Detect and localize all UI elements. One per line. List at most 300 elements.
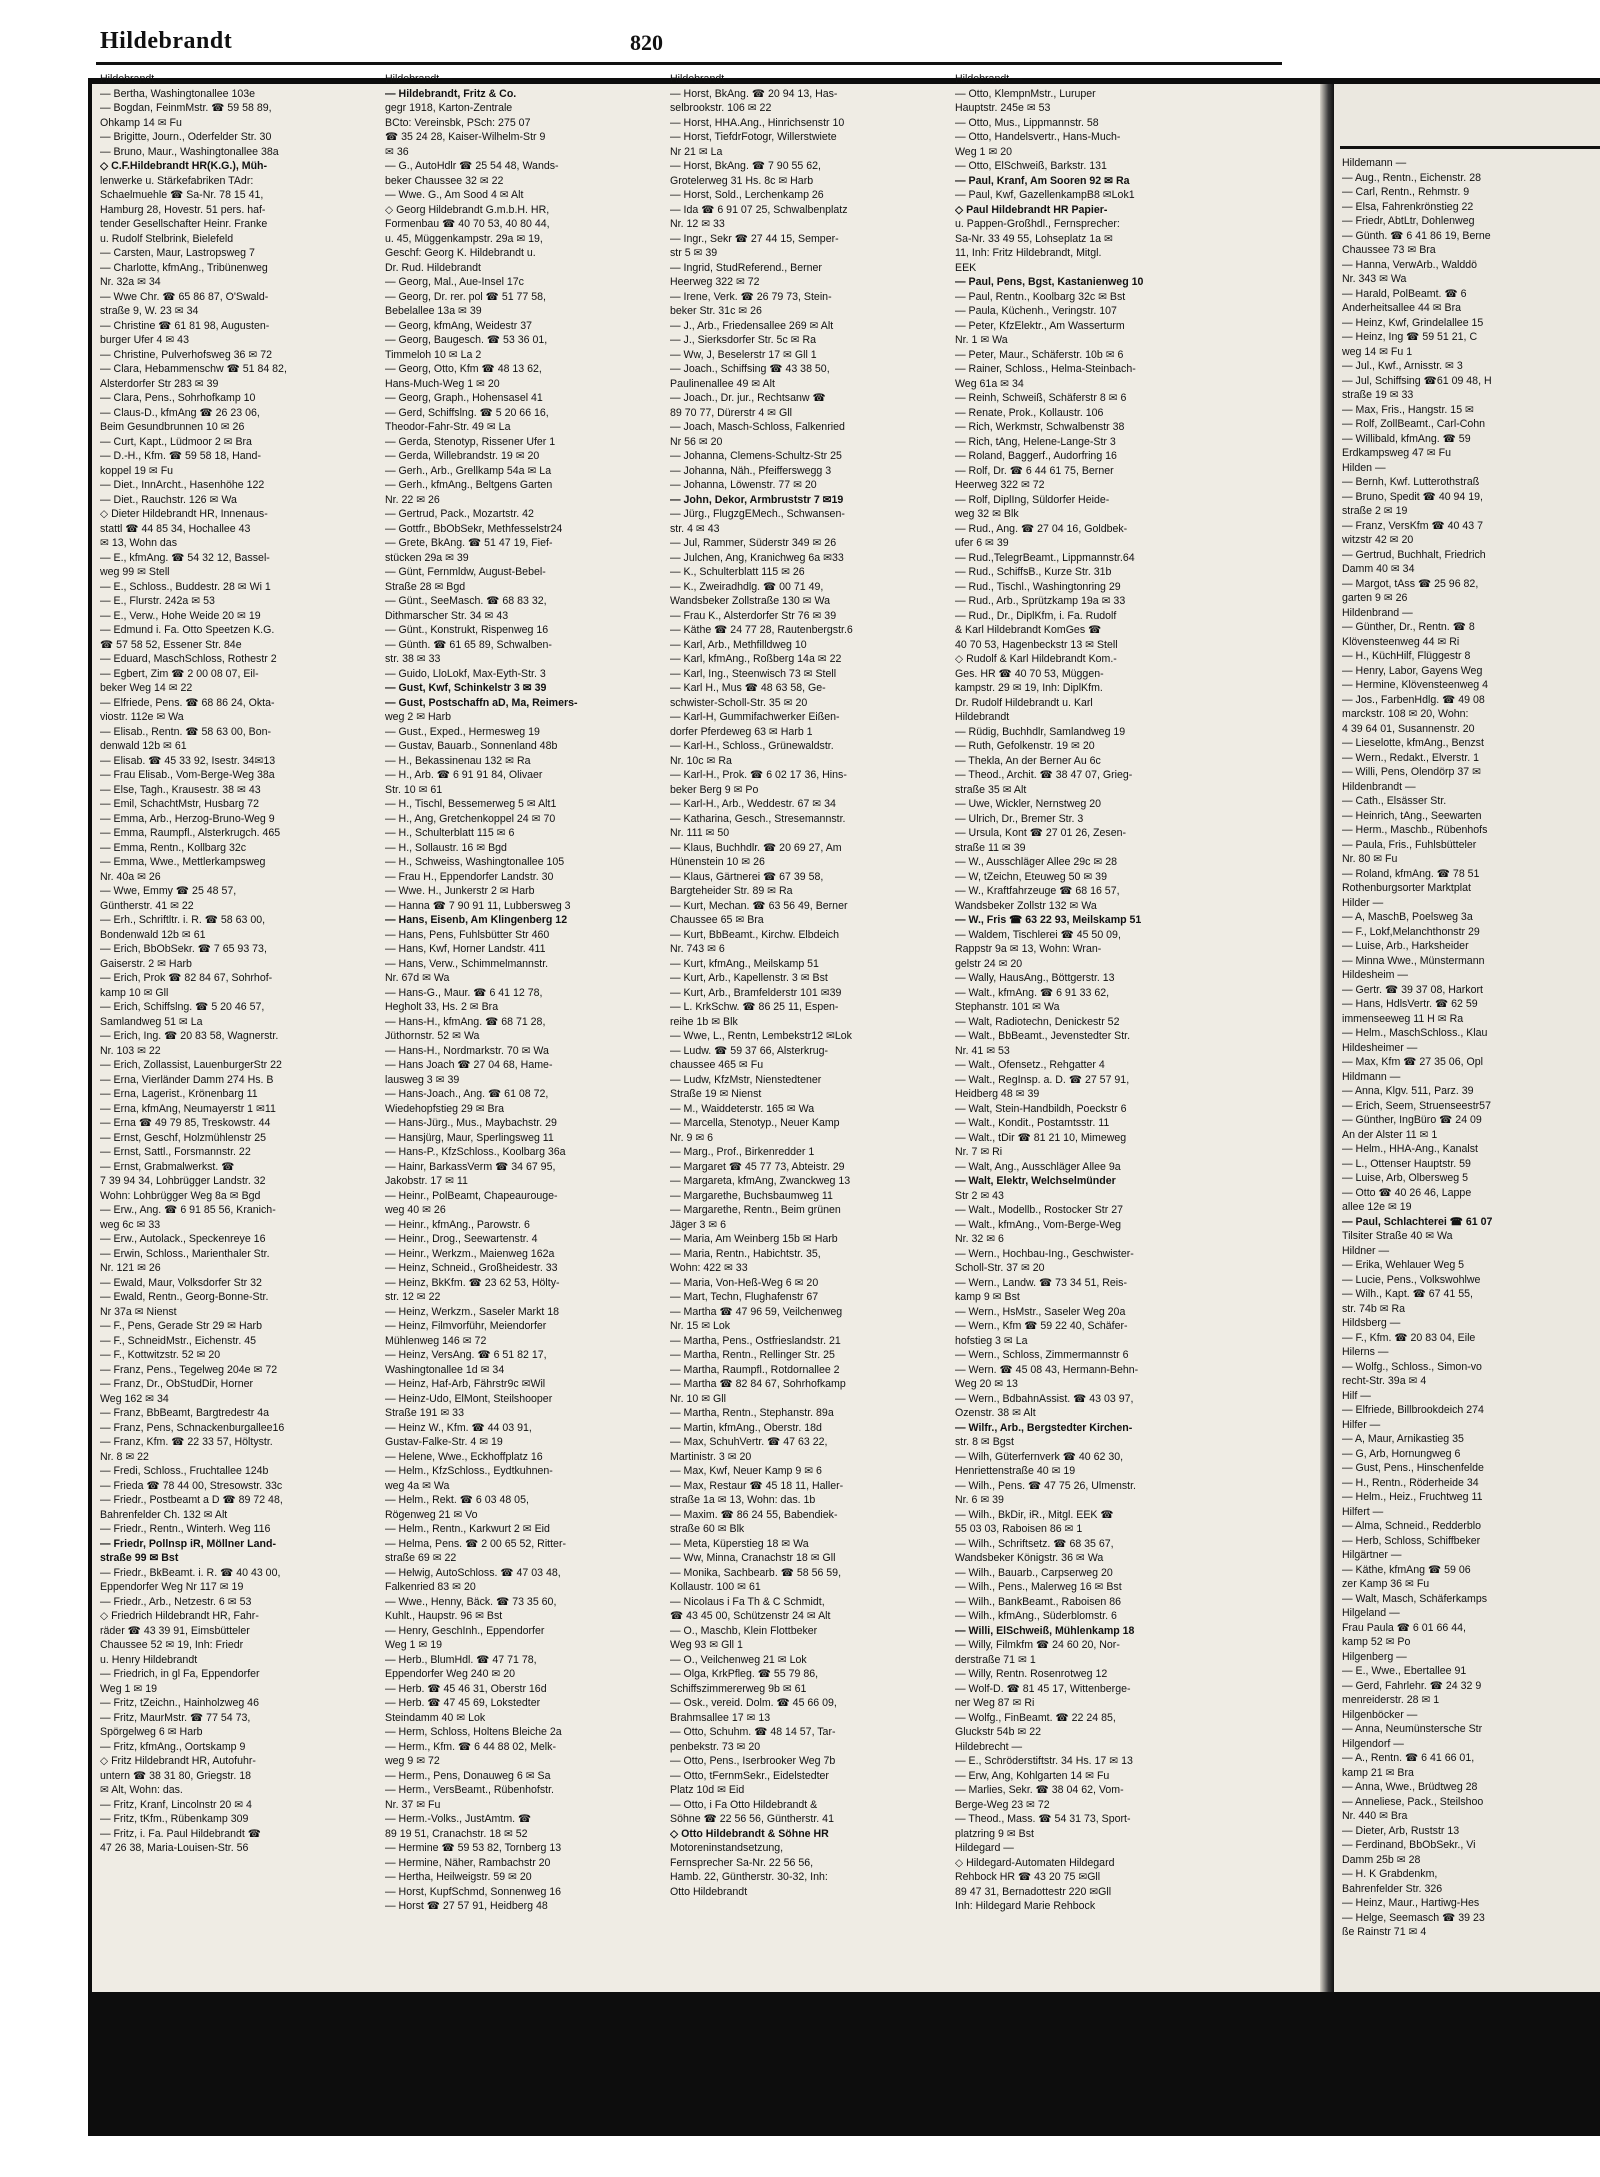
directory-entry: — Bruno, Maur., Washingtonallee 38a [100, 145, 279, 158]
directory-entry: — Heinz, Schneid., Großheidestr. 33 [385, 1262, 558, 1274]
directory-entry: Fernsprecher Sa-Nr. 22 56 56, [670, 1856, 814, 1869]
directory-entry: Schaelmuehle ☎ Sa-Nr. 78 15 41, [100, 189, 264, 201]
adjacent-directory-entry: — Gerd, Fahrlehr. ☎ 24 32 9 [1342, 1679, 1482, 1692]
directory-entry: — Ingr., Sekr ☎ 27 44 15, Semper- [670, 232, 839, 245]
directory-entry: — Erich, Prok ☎ 82 84 67, Sohrhof- [100, 972, 273, 984]
directory-entry: — Karl-H., Arb., Weddestr. 67 ✉ 34 [670, 798, 836, 810]
directory-entry: — Erw., Ang. ☎ 6 91 85 56, Kranich- [100, 1204, 276, 1216]
directory-entry: straße 60 ✉ Blk [670, 1523, 745, 1535]
directory-entry: Chaussee 52 ✉ 19, Inh: Friedr [100, 1639, 244, 1651]
directory-entry: — Karl, kfmAng., Roßberg 14a ✉ 22 [670, 653, 842, 665]
directory-entry: ner Weg 87 ✉ Ri [955, 1697, 1035, 1709]
directory-entry: Nr 21 ✉ La [670, 145, 723, 158]
directory-entry: — Thekla, An der Berner Au 6c [955, 754, 1101, 767]
directory-entry: — Klaus, Gärtnerei ☎ 67 39 58, [670, 870, 824, 883]
directory-entry: — Margarethe, Buchsbaumweg 11 [670, 1189, 833, 1202]
directory-entry: — H., Bekassinenau 132 ✉ Ra [385, 754, 531, 767]
directory-entry: — Paul, Pens, Bgst, Kastanienweg 10 [955, 276, 1144, 288]
adjacent-directory-entry: — Willibald, kfmAng. ☎ 59 [1342, 432, 1471, 445]
directory-entry: — Helm., Rentn., Karkwurt 2 ✉ Eid [385, 1523, 550, 1535]
directory-entry: beker Weg 14 ✉ 22 [100, 682, 193, 694]
directory-entry: — Rüdig, Buchhdlr, Samlandweg 19 [955, 725, 1126, 738]
directory-entry: weg 4a ✉ Wa [385, 1479, 450, 1492]
adjacent-directory-entry: marckstr. 108 ✉ 20, Wohn: [1342, 708, 1469, 720]
directory-entry: Weg 20 ✉ 13 [955, 1378, 1018, 1390]
directory-entry: — Johanna, Löwenstr. 77 ✉ 20 [670, 479, 817, 491]
directory-entry: str. 38 ✉ 33 [385, 653, 441, 665]
directory-entry: Nr. 41 ✉ 53 [955, 1044, 1010, 1057]
adjacent-directory-entry: — Rolf, ZollBeamt., Carl-Cohn [1342, 418, 1486, 430]
adjacent-directory-entry: menreiderstr. 28 ✉ 1 [1342, 1694, 1440, 1706]
directory-entry: — Margaret ☎ 45 77 73, Abteistr. 29 [670, 1160, 845, 1173]
adjacent-directory-entry: — Hermine, Klövensteenweg 4 [1342, 679, 1489, 691]
directory-entry: — Max, Kwf, Neuer Kamp 9 ✉ 6 [670, 1465, 822, 1477]
directory-entry: ☎ 35 24 28, Kaiser-Wilhelm-Str 9 [385, 131, 546, 143]
directory-entry: — Ida ☎ 6 91 07 25, Schwalbenplatz [670, 203, 848, 216]
adjacent-directory-entry: — Heinz, Kwf, Grindelallee 15 [1342, 316, 1484, 329]
directory-entry: — Martha, Raumpfl., Rotdornallee 2 [670, 1363, 840, 1376]
directory-entry: — D.-H., Kfm. ☎ 59 58 18, Hand- [100, 450, 261, 462]
directory-entry: — Irene, Verk. ☎ 26 79 73, Stein- [670, 290, 832, 303]
directory-entry: — Günt., SeeMasch. ☎ 68 83 32, [385, 595, 547, 607]
adjacent-directory-entry: — Heinz, Ing ☎ 59 51 21, C [1342, 331, 1478, 343]
directory-entry: — H., Schweiss, Washingtonallee 105 [385, 856, 565, 868]
directory-entry: weg 9 ✉ 72 [385, 1755, 440, 1767]
directory-entry: Söhne ☎ 22 56 56, Güntherstr. 41 [670, 1813, 834, 1825]
directory-entry: Hildebrandt — [100, 73, 168, 85]
directory-entry: — Marlies, Sekr. ☎ 38 04 62, Vom- [955, 1784, 1124, 1796]
directory-entry: Falkenried 83 ✉ 20 [385, 1581, 476, 1593]
directory-entry: & Karl Hildebrandt KomGes ☎ [955, 624, 1102, 636]
directory-entry: — Rud., SchiffsB., Kurze Str. 31b [955, 566, 1112, 578]
directory-entry: — Georg, kfmAng, Weidestr 37 [385, 319, 532, 332]
directory-entry: Straße 28 ✉ Bgd [385, 580, 466, 593]
directory-entry: Formenbau ☎ 40 70 53, 40 80 44, [385, 218, 550, 230]
directory-entry: — Jul, Rammer, Süderstr 349 ✉ 26 [670, 537, 837, 549]
directory-entry: räder ☎ 43 39 91, Eimsbütteler [100, 1624, 250, 1637]
adjacent-directory-entry: Hilgärtner — [1342, 1549, 1402, 1561]
directory-entry: lenwerke u. Stärkefabriken TAdr: [100, 174, 254, 187]
adjacent-directory-entry: Hildenbrand — [1342, 606, 1413, 619]
directory-entry: — Fritz, kfmAng., Oortskamp 9 [100, 1740, 246, 1753]
adjacent-directory-entry: Erdkampsweg 47 ✉ Fu [1342, 447, 1451, 459]
adjacent-directory-entry: recht-Str. 39a ✉ 4 [1342, 1375, 1427, 1387]
directory-entry: Wandsbeker Zollstr 132 ✉ Wa [955, 899, 1097, 912]
directory-entry: — Ewald, Rentn., Georg-Bonne-Str. [100, 1291, 269, 1303]
adjacent-directory-entry: — Jul., Kwf., Arnisstr. ✉ 3 [1342, 360, 1463, 372]
directory-entry: — Heinz, VersAng. ☎ 6 51 82 17, [385, 1349, 547, 1361]
directory-entry: — Joach., Schiffsing ☎ 43 38 50, [670, 363, 830, 375]
directory-entry: straße 9, W. 23 ✉ 34 [100, 305, 199, 317]
directory-entry: — Wilfr., Arb., Bergstedter Kirchen- [955, 1421, 1133, 1434]
directory-entry: lausweg 3 ✉ 39 [385, 1073, 460, 1086]
directory-entry: — J., Sierksdorfer Str. 5c ✉ Ra [670, 334, 817, 346]
directory-entry: — Wilh, Güterfernverk ☎ 40 62 30, [955, 1450, 1124, 1463]
directory-entry: Eppendorfer Weg Nr 117 ✉ 19 [100, 1581, 244, 1593]
adjacent-directory-entry: — L., Ottenser Hauptstr. 59 [1342, 1157, 1471, 1170]
directory-entry: denwald 12b ✉ 61 [100, 740, 187, 752]
adjacent-directory-entry: — Willi, Pens, Olendörp 37 ✉ [1342, 766, 1481, 778]
directory-entry: — Herm., Pens, Donauweg 6 ✉ Sa [385, 1769, 551, 1782]
adjacent-directory-entry: — Lieselotte, kfmAng., Benzst [1342, 737, 1484, 749]
directory-entry: Geschf: Georg K. Hildebrandt u. [385, 247, 536, 259]
directory-entry: ✉ Alt, Wohn: das. [100, 1784, 183, 1796]
directory-entry: Nr. 22 ✉ 26 [385, 493, 440, 506]
directory-entry: — Willi, ElSchweiß, Mühlenkamp 18 [955, 1624, 1135, 1637]
adjacent-directory-entry: — Max, Kfm ☎ 27 35 06, Opl [1342, 1056, 1483, 1068]
directory-entry: Weg 1 ✉ 19 [385, 1639, 442, 1651]
directory-entry: Nr 37a ✉ Nienst [100, 1305, 177, 1318]
directory-entry: str. 12 ✉ 22 [385, 1291, 441, 1303]
directory-entry: u. 45, Müggenkampstr. 29a ✉ 19, [385, 232, 543, 245]
directory-entry: — Willy, Rentn. Rosenrotweg 12 [955, 1668, 1108, 1680]
adjacent-directory-entry: immenseeweg 11 H ✉ Ra [1342, 1012, 1464, 1025]
directory-entry: Nr 56 ✉ 20 [670, 435, 723, 448]
directory-entry: — Jürg., FlugzgEMech., Schwansen- [670, 508, 845, 520]
directory-entry: — Erna, kfmAng, Neumayerstr 1 ✉11 [100, 1102, 276, 1115]
adjacent-directory-entry: Bahrenfelder Str. 326 [1342, 1882, 1443, 1895]
directory-entry: — Rud., Ang. ☎ 27 04 16, Goldbek- [955, 522, 1128, 535]
directory-entry: — Heinz W., Kfm. ☎ 44 03 91, [385, 1421, 532, 1434]
adjacent-directory-entry: Damm 25b ✉ 28 [1342, 1853, 1421, 1866]
directory-entry: — Horst, KupfSchmd, Sonnenweg 16 [385, 1885, 562, 1898]
header-rule [96, 62, 1282, 65]
directory-entry: — Guido, LloLokf, Max-Eyth-Str. 3 [385, 667, 546, 680]
directory-entry: — Ludw, KfzMstr, Nienstedtener [670, 1073, 822, 1086]
directory-entry: — Rainer, Schloss., Helma-Steinbach- [955, 363, 1136, 375]
directory-entry: Hildebrandt — [670, 73, 738, 85]
directory-entry: — Monika, Sachbearb. ☎ 58 56 59, [670, 1566, 842, 1579]
directory-entry: — Mart, Techn, Flughafenstr 67 [670, 1291, 819, 1303]
directory-entry: tender Gesellschafter Heinr. Franke [100, 218, 268, 230]
directory-entry: — Georg, Baugesch. ☎ 53 36 01, [385, 334, 548, 346]
directory-entry: Timmeloh 10 ✉ La 2 [385, 348, 482, 361]
directory-entry: ☎ 43 45 00, Schützenstr 24 ✉ Alt [670, 1610, 831, 1622]
directory-entry: — Heinz, Werkzm., Saseler Markt 18 [385, 1305, 560, 1318]
directory-entry: — Walt., RegInsp. a. D. ☎ 27 57 91, [955, 1073, 1130, 1086]
directory-entry: Berge-Weg 23 ✉ 72 [955, 1798, 1050, 1811]
directory-entry: untern ☎ 38 31 80, Griegstr. 18 [100, 1769, 252, 1782]
directory-entry: Hildebrecht — [955, 1740, 1023, 1753]
directory-entry: — Henry, GeschInh., Eppendorfer [385, 1624, 545, 1637]
directory-entry: — Wern. ☎ 45 08 43, Hermann-Behn- [955, 1363, 1139, 1376]
adjacent-directory-entry: — Margot, tAss ☎ 25 96 82, [1342, 577, 1479, 590]
adjacent-directory-entry: — Helm., HHA-Ang., Kanalst [1342, 1143, 1478, 1155]
directory-entry: — Hermine, Näher, Rambachstr 20 [385, 1856, 551, 1869]
directory-entry: Dr. Rudolf Hildebrandt u. Karl [955, 696, 1093, 709]
directory-entry: — E., kfmAng. ☎ 54 32 12, Bassel- [100, 551, 270, 564]
directory-entry: — Uwe, Wickler, Nernstweg 20 [955, 798, 1101, 810]
directory-entry: — Hansjürg, Maur, Sperlingsweg 11 [385, 1131, 554, 1144]
directory-entry: Ohkamp 14 ✉ Fu [100, 116, 182, 129]
directory-entry: — W, tZeichn, Eteuweg 50 ✉ 39 [955, 870, 1107, 883]
directory-entry: — Hans-Joach., Ang. ☎ 61 08 72, [385, 1088, 549, 1100]
adjacent-directory-entry: Hildesheimer — [1342, 1041, 1418, 1054]
adjacent-directory-entry: — Henry, Labor, Gayens Weg [1342, 664, 1483, 677]
directory-entry: stücken 29a ✉ 39 [385, 551, 469, 564]
directory-entry: Hildebrandt — [955, 73, 1023, 85]
directory-entry: — F., Kottwitzstr. 52 ✉ 20 [100, 1349, 221, 1361]
directory-entry: — Heinz, BkKfm. ☎ 23 62 53, Hölty- [385, 1276, 560, 1289]
directory-entry: Henriettenstraße 40 ✉ 19 [955, 1465, 1076, 1477]
directory-entry: — Georg, Graph., Hohensasel 41 [385, 392, 543, 404]
directory-entry: Otto Hildebrandt [670, 1885, 748, 1898]
directory-column-3 [670, 72, 940, 1899]
directory-entry: — Franz, Dr., ObStudDir, Horner [100, 1378, 254, 1390]
directory-entry: — John, Dekor, Armbruststr 7 ✉19 [670, 493, 844, 506]
adjacent-directory-entry: str. 74b ✉ Ra [1342, 1302, 1406, 1315]
adjacent-directory-entry: — Minna Wwe., Münstermann [1342, 954, 1485, 967]
adjacent-directory-entry: Anderheitsallee 44 ✉ Bra [1342, 302, 1462, 314]
directory-entry: — Walt, Radiotechn, Denickestr 52 [955, 1015, 1120, 1028]
directory-entry: — Hans, Kwf, Horner Landstr. 411 [385, 943, 546, 955]
directory-entry: — Brigitte, Journ., Oderfelder Str. 30 [100, 131, 272, 143]
directory-entry: — Erwin, Schloss., Marienthaler Str. [100, 1247, 270, 1260]
directory-entry: Nr. 15 ✉ Lok [670, 1320, 731, 1332]
directory-entry: — Frau H., Eppendorfer Landstr. 30 [385, 870, 554, 883]
directory-entry: — Walt, Elektr, Welchselmünder [955, 1175, 1116, 1187]
directory-entry: Motoreninstandsetzung, [670, 1842, 784, 1854]
directory-entry: — Otto, Handelsvertr., Hans-Much- [955, 131, 1121, 143]
directory-entry: ✉ 13, Wohn das [100, 537, 177, 549]
directory-entry: — Heinz, Filmvorführ, Meiendorfer [385, 1320, 547, 1332]
directory-entry: weg 2 ✉ Harb [385, 711, 451, 723]
directory-entry: — Ernst, Grabmalwerkst. ☎ [100, 1160, 235, 1173]
directory-entry: — Wilh., Bauarb., Carpserweg 20 [955, 1566, 1113, 1579]
directory-entry: — Martin, kfmAng., Oberstr. 18d [670, 1421, 822, 1434]
adjacent-directory-entry: — Walt, Masch, Schäferkamps [1342, 1592, 1488, 1605]
adjacent-directory-entry: — E., Wwe., Ebertallee 91 [1342, 1665, 1467, 1677]
directory-entry: u. Pappen-Großhdl., Fernsprecher: [955, 218, 1120, 230]
directory-entry: ◇ Friedrich Hildebrandt HR, Fahr- [100, 1610, 259, 1622]
adjacent-directory-entry: straße 2 ✉ 19 [1342, 505, 1408, 517]
directory-entry: Straße 191 ✉ 33 [385, 1407, 464, 1419]
directory-entry: Mühlenweg 146 ✉ 72 [385, 1334, 487, 1347]
directory-entry: — Meta, Küperstieg 18 ✉ Wa [670, 1537, 809, 1550]
directory-entry: — Erna ☎ 49 79 85, Treskowstr. 44 [100, 1117, 271, 1129]
directory-entry: — Emil, SchachtMstr, Husbarg 72 [100, 798, 259, 810]
adjacent-page [1334, 84, 1600, 1992]
directory-entry: str. 8 ✉ Bgst [955, 1436, 1014, 1448]
directory-entry: — Diet., Rauchstr. 126 ✉ Wa [100, 493, 237, 506]
directory-entry: — Heinr., Werkzm., Maienweg 162a [385, 1247, 555, 1260]
page-number: 820 [630, 30, 663, 55]
directory-entry: — Heinr., PolBeamt, Chapeaurouge- [385, 1189, 558, 1202]
adjacent-directory-entry: Frau Paula ☎ 6 01 66 44, [1342, 1621, 1466, 1634]
directory-entry: Nr. 6 ✉ 39 [955, 1494, 1004, 1506]
directory-entry: — Günt, Fernmldw, August-Bebel- [385, 566, 546, 578]
adjacent-directory-entry: — Paul, Schlachterei ☎ 61 07 [1342, 1215, 1493, 1228]
directory-entry: Weg 1 ✉ 19 [100, 1682, 157, 1695]
directory-entry: kampstr. 29 ✉ 19, Inh: DiplKfm. [955, 682, 1103, 694]
directory-entry: — Herm., VersBeamt., Rübenhofstr. [385, 1784, 554, 1796]
directory-entry: — Margarethe, Rentn., Beim grünen [670, 1204, 841, 1216]
directory-entry: — Wilh., Pens., Malerweg 16 ✉ Bst [955, 1581, 1122, 1593]
adjacent-directory-entry: Nr. 440 ✉ Bra [1342, 1810, 1408, 1822]
directory-entry: — Heinr., kfmAng., Parowstr. 6 [385, 1218, 530, 1231]
directory-entry: — Marg., Prof., Birkenredder 1 [670, 1146, 815, 1158]
directory-entry: Straße 19 ✉ Nienst [670, 1088, 762, 1100]
directory-entry: — Carsten, Maur, Lastropsweg 7 [100, 247, 255, 259]
directory-entry: — Horst, HHA.Ang., Hinrichsenstr 10 [670, 116, 845, 129]
directory-entry: 55 03 03, Raboisen 86 ✉ 1 [955, 1523, 1083, 1535]
directory-entry: Rehbock HR ☎ 43 20 75 ✉Gll [955, 1871, 1101, 1883]
directory-entry: — Fritz, Kranf, Lincolnstr 20 ✉ 4 [100, 1798, 252, 1811]
directory-entry: — Heinz, Haf-Arb, Fährstr9c ✉Wil [385, 1378, 546, 1390]
directory-entry: — Hanna ☎ 7 90 91 11, Lubbersweg 3 [385, 899, 571, 912]
directory-entry: Scholl-Str. 37 ✉ 20 [955, 1262, 1045, 1274]
adjacent-directory-entry: Rothenburgsorter Marktplat [1342, 882, 1471, 894]
directory-entry: Hildebrandt — [385, 73, 453, 85]
directory-entry: Heerweg 322 ✉ 72 [670, 276, 760, 288]
directory-entry: — Käthe ☎ 24 77 28, Rautenbergstr.6 [670, 624, 853, 636]
directory-entry: Beim Gesundbrunnen 10 ✉ 26 [100, 421, 245, 433]
directory-entry: viostr. 112e ✉ Wa [100, 711, 184, 723]
directory-entry: — Wwe. H., Junkerstr 2 ✉ Harb [385, 885, 535, 897]
directory-entry: — Hildebrandt, Fritz & Co. [385, 87, 517, 100]
adjacent-directory-entry: — Friedr, AbtLtr, Dohlenweg [1342, 215, 1475, 227]
directory-entry: — Horst ☎ 27 57 91, Heidberg 48 [385, 1900, 548, 1912]
directory-entry: — Heinz-Udo, ElMont, Steilshooper [385, 1392, 553, 1405]
directory-entry: — Franz, Pens, Schnackenburgallee16 [100, 1421, 285, 1434]
directory-entry: — Franz, BbBeamt, Bargtredestr 4a [100, 1407, 269, 1419]
adjacent-directory-entry: — Anna, Neumünstersche Str [1342, 1723, 1483, 1735]
directory-entry: gelstr 24 ✉ 20 [955, 957, 1023, 970]
adjacent-directory-entry: — A, MaschB, Poelsweg 3a [1342, 911, 1473, 923]
directory-entry: — W., Ausschläger Allee 29c ✉ 28 [955, 856, 1117, 868]
directory-entry: — Wally, HausAng., Böttgerstr. 13 [955, 972, 1115, 984]
directory-entry: ☎ 57 58 52, Essener Str. 84e [100, 638, 242, 651]
directory-entry: — Erna, Vierländer Damm 274 Hs. B [100, 1073, 274, 1086]
directory-entry: — Hans-P., KfzSchloss., Koolbarg 36a [385, 1146, 566, 1158]
directory-column-1 [100, 72, 370, 1856]
adjacent-directory-entry: — Dieter, Arb, Ruststr 13 [1342, 1824, 1460, 1837]
directory-entry: Alsterdorfer Str 283 ✉ 39 [100, 377, 219, 390]
page-header-name: Hildebrandt [100, 28, 233, 54]
adjacent-directory-entry: — Jul, Schiffsing ☎61 09 48, H [1342, 374, 1492, 387]
directory-entry: ◇ Rudolf & Karl Hildebrandt Kom.- [955, 653, 1117, 665]
directory-entry: — Erich, BbObSekr. ☎ 7 65 93 73, [100, 943, 267, 955]
directory-entry: Nr. 743 ✉ 6 [670, 943, 725, 955]
directory-entry: — Horst, TiefdrFotogr, Willerstwiete [670, 131, 837, 143]
directory-entry: — Erw, Ang, Kohlgarten 14 ✉ Fu [955, 1769, 1110, 1782]
adjacent-directory-entry: — Jos., FarbenHdlg. ☎ 49 08 [1342, 693, 1485, 706]
directory-entry: — Walt., Kondit., Postamtsstr. 11 [955, 1117, 1110, 1129]
directory-entry: — Wilh., kfmAng., Süderblomstr. 6 [955, 1610, 1117, 1622]
adjacent-directory-entry: 4 39 64 01, Susannenstr. 20 [1342, 722, 1475, 735]
adjacent-directory-entry: — Erich, Seem, Struenseestr57 [1342, 1099, 1491, 1112]
adjacent-directory-entry: — Roland, kfmAng. ☎ 78 51 [1342, 867, 1480, 880]
adjacent-directory-entry: Hilgenberg — [1342, 1650, 1407, 1663]
directory-entry: Platz 10d ✉ Eid [670, 1784, 745, 1796]
adjacent-directory-entry: allee 12e ✉ 19 [1342, 1201, 1412, 1213]
directory-entry: — Wwe., Henny, Bäck. ☎ 73 35 60, [385, 1595, 557, 1608]
directory-entry: — Herb., BlumHdl. ☎ 47 71 78, [385, 1653, 537, 1666]
directory-entry: — Helm., Rekt. ☎ 6 03 48 05, [385, 1494, 529, 1506]
directory-entry: — Emma, Arb., Herzog-Bruno-Weg 9 [100, 812, 275, 825]
directory-entry: — H., Sollaustr. 16 ✉ Bgd [385, 841, 507, 854]
directory-entry: Paulinenallee 49 ✉ Alt [670, 377, 775, 390]
adjacent-directory-entry: Hildmann — [1342, 1070, 1401, 1083]
directory-entry: — Otto, KlempnMstr., Luruper [955, 87, 1096, 100]
adjacent-directory-entry: Klövensteenweg 44 ✉ Ri [1342, 635, 1460, 648]
directory-entry: straße 35 ✉ Alt [955, 783, 1027, 796]
adjacent-directory-entry: — Elsa, Fahrenkrönstieg 22 [1342, 200, 1474, 213]
directory-entry: — Wern., Kfm ☎ 59 22 40, Schäfer- [955, 1320, 1128, 1332]
directory-entry: — Friedr, Pollnsp iR, Möllner Land- [100, 1537, 276, 1550]
adjacent-directory-entry: — Gertrud, Buchhalt, Friedrich [1342, 548, 1486, 561]
directory-entry: straße 11 ✉ 39 [955, 841, 1026, 854]
directory-entry: schwister-Scholl-Str. 35 ✉ 20 [670, 696, 808, 709]
directory-entry: — Christine, Pulverhofsweg 36 ✉ 72 [100, 348, 272, 361]
directory-entry: stattl ☎ 44 85 34, Hochallee 43 [100, 522, 251, 535]
directory-entry: — Hans-G., Maur. ☎ 6 41 12 78, [385, 986, 543, 999]
directory-entry: penbekstr. 73 ✉ 20 [670, 1740, 761, 1753]
adjacent-directory-entry: kamp 52 ✉ Po [1342, 1636, 1411, 1648]
adjacent-directory-entry: — Luise, Arb, Olbersweg 5 [1342, 1172, 1469, 1184]
directory-entry: — Nicolaus i Fa Th & C Schmidt, [670, 1595, 825, 1608]
directory-entry: — Claus-D., kfmAng ☎ 26 23 06, [100, 406, 260, 419]
directory-entry: EEK [955, 261, 977, 274]
directory-entry: — Fredi, Schloss., Fruchtallee 124b [100, 1465, 269, 1477]
directory-entry: — Friedr., Postbeamt a D ☎ 89 72 48, [100, 1494, 283, 1506]
directory-entry: — Georg, Otto, Kfm ☎ 48 13 62, [385, 363, 542, 375]
directory-entry: — Kurt, Arb., Kapellenstr. 3 ✉ Bst [670, 972, 828, 984]
directory-entry: ◇ Georg Hildebrandt G.m.b.H. HR, [385, 203, 550, 216]
adjacent-directory-entry: kamp 21 ✉ Bra [1342, 1766, 1414, 1779]
adjacent-directory-entry: zer Kamp 36 ✉ Fu [1342, 1578, 1430, 1590]
directory-entry: — Otto, i Fa Otto Hildebrandt & [670, 1798, 818, 1811]
directory-entry: Nr. 32a ✉ 34 [100, 276, 161, 288]
directory-entry: — Kurt, Mechan. ☎ 63 56 49, Berner [670, 899, 848, 912]
directory-entry: Nr. 10 ✉ Gll [670, 1392, 726, 1405]
directory-entry: — Elisab., Rentn. ☎ 58 63 00, Bon- [100, 725, 272, 738]
directory-entry: 89 47 31, Bernadottestr 220 ✉Gll [955, 1885, 1112, 1898]
adjacent-directory-entry: ße Rainstr 71 ✉ 4 [1342, 1926, 1427, 1938]
directory-entry: — Walt., tDir ☎ 81 21 10, Mimeweg [955, 1131, 1127, 1144]
directory-entry: straße 99 ✉ Bst [100, 1552, 179, 1564]
directory-entry: — Rolf, Dr. ☎ 6 44 61 75, Berner [955, 464, 1114, 477]
adjacent-directory-entry: — Heinz, Maur., Hartiwg-Hes [1342, 1897, 1480, 1909]
directory-entry: Gluckstr 54b ✉ 22 [955, 1726, 1042, 1738]
directory-entry: — Hans-H., kfmAng. ☎ 68 71 28, [385, 1015, 546, 1028]
adjacent-directory-entry: — Ferdinand, BbObSekr., Vi [1342, 1839, 1476, 1851]
adjacent-directory-entry: — Harald, PolBeamt. ☎ 6 [1342, 287, 1467, 300]
directory-entry: — Ww, Minna, Cranachstr 18 ✉ Gll [670, 1552, 836, 1564]
directory-entry: — Gust., Exped., Hermesweg 19 [385, 725, 540, 738]
directory-entry: — Walt., kfmAng., Vom-Berge-Weg [955, 1218, 1122, 1231]
directory-entry: — Elfriede, Pens. ☎ 68 86 24, Okta- [100, 696, 275, 709]
adjacent-directory-entry: — Günther, Dr., Rentn. ☎ 8 [1342, 621, 1475, 633]
directory-entry: — W., Fris ☎ 63 22 93, Meilskamp 51 [955, 914, 1142, 926]
adjacent-directory-entry: — A, Maur, Arnikastieg 35 [1342, 1433, 1464, 1445]
directory-entry: weg 99 ✉ Stell [100, 566, 170, 578]
directory-entry: — Max, Restaur ☎ 45 18 11, Haller- [670, 1479, 844, 1492]
directory-entry: Hildebrandt [955, 711, 1010, 723]
directory-entry: — Emma, Raumpfl., Alsterkrugch. 465 [100, 827, 281, 839]
adjacent-directory-entry: — Max, Fris., Hangstr. 15 ✉ [1342, 403, 1474, 416]
directory-entry: — Clara, Hebammenschw ☎ 51 84 82, [100, 363, 287, 375]
directory-entry: burger Ufer 4 ✉ 43 [100, 334, 189, 346]
directory-entry: Stephanstr. 101 ✉ Wa [955, 1001, 1060, 1013]
directory-entry: — Erna, Lagerist., Krönenbarg 11 [100, 1088, 258, 1100]
directory-entry: — Erich, Schiffslng. ☎ 5 20 46 57, [100, 1001, 265, 1013]
directory-entry: weg 6c ✉ 33 [100, 1218, 161, 1231]
directory-entry: — Herm., Kfm. ☎ 6 44 88 02, Melk- [385, 1740, 556, 1753]
adjacent-directory-entry: Hilfert — [1342, 1505, 1384, 1518]
directory-entry: — M., Waiddeterstr. 165 ✉ Wa [670, 1102, 815, 1115]
adjacent-directory-entry: Hilerns — [1342, 1346, 1389, 1358]
